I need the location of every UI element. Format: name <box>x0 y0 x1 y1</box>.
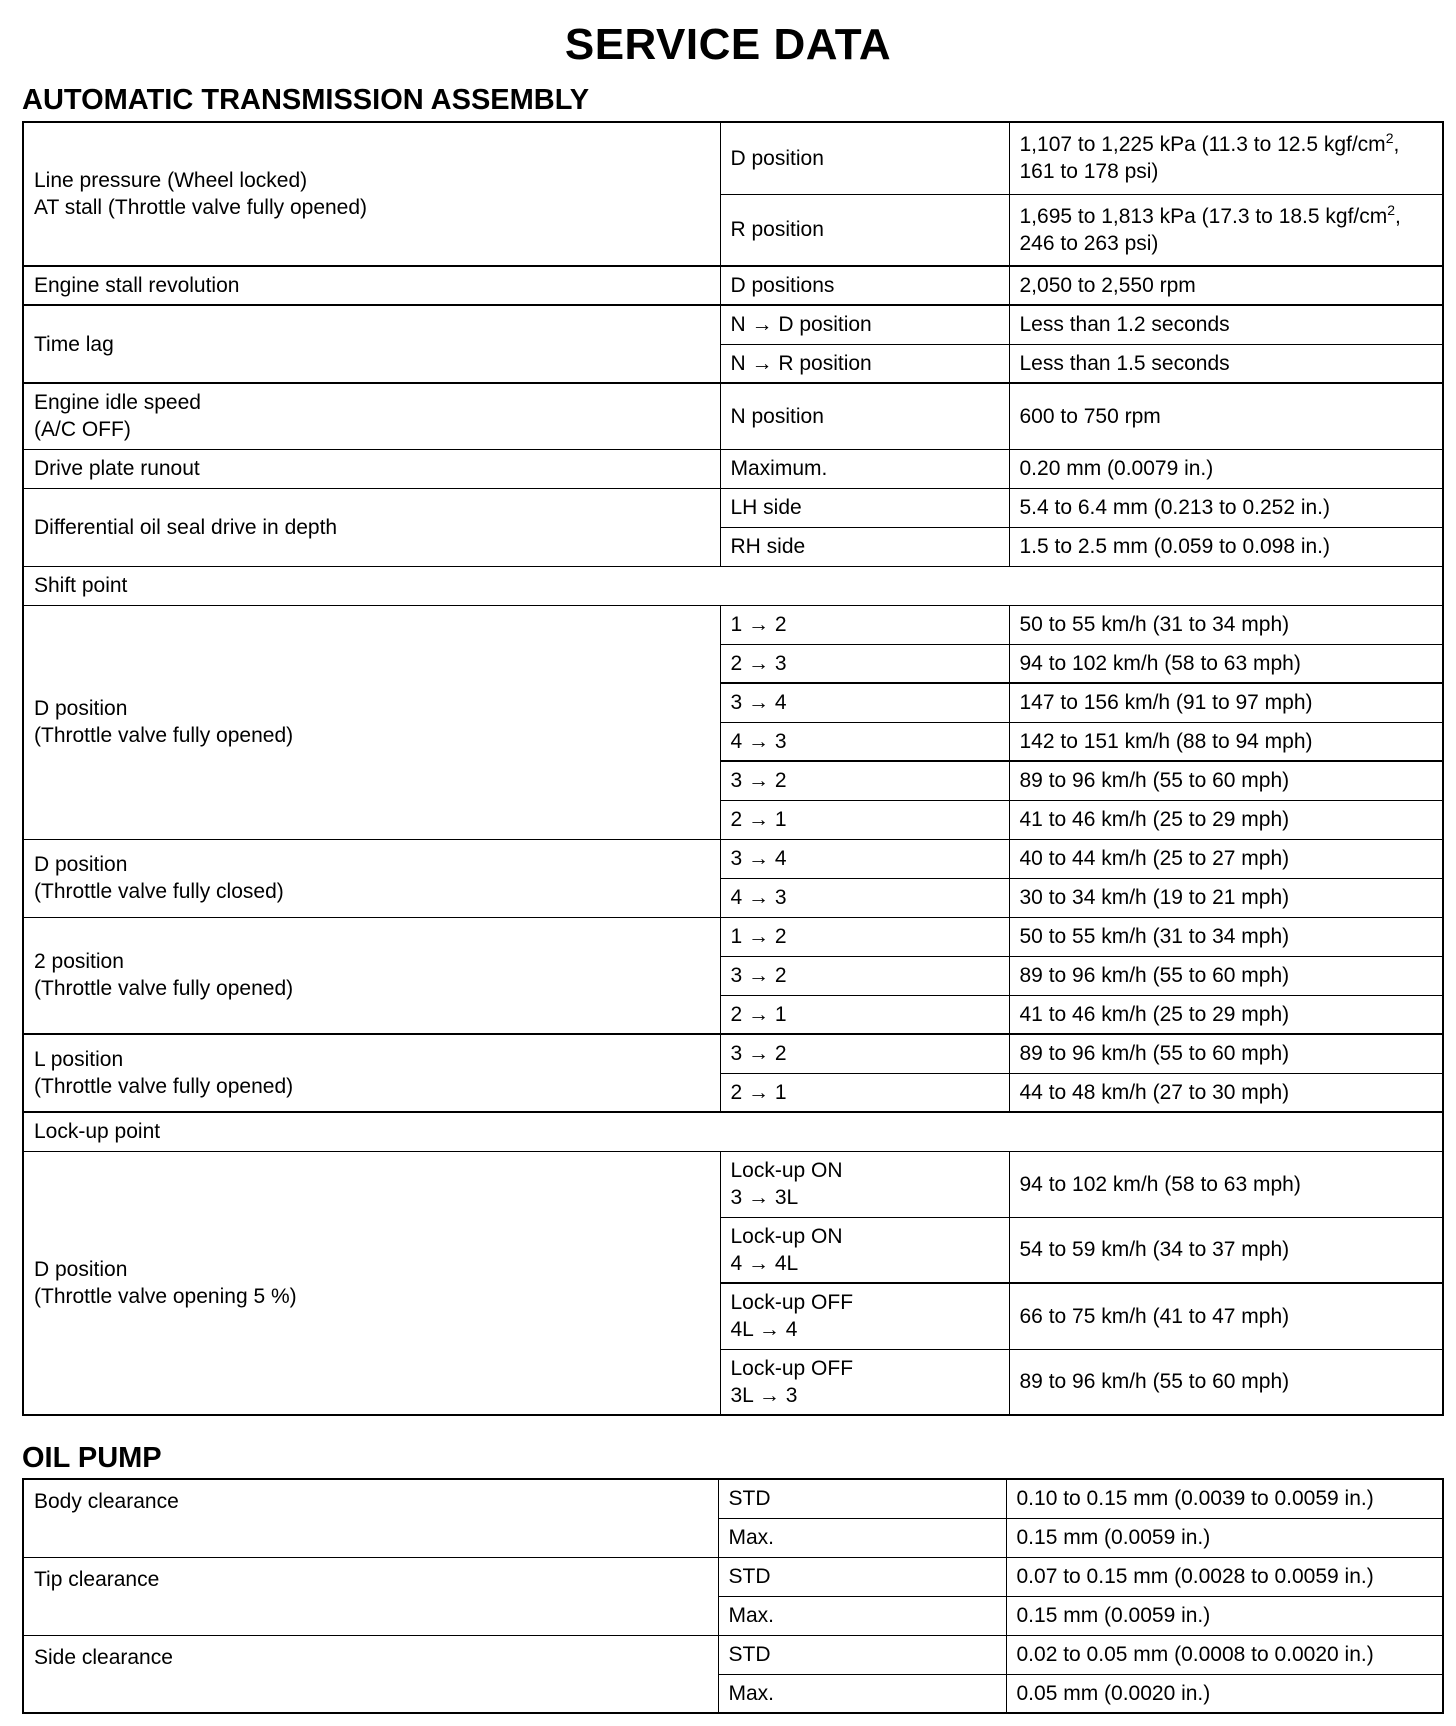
lockup-value: 94 to 102 km/h (58 to 63 mph) <box>1009 1151 1443 1217</box>
line-pressure-d-value-line-1: 1,107 to 1,225 kPa (11.3 to 12.5 kgf/cm <box>1019 133 1386 157</box>
lockup-condition-line-1: Lock-up ON <box>730 1224 843 1248</box>
stall-condition: D positions <box>720 266 1009 305</box>
lockup-value: 54 to 59 km/h (34 to 37 mph) <box>1009 1217 1443 1283</box>
d-open-label-line-1: D position <box>34 697 128 720</box>
idle-condition: N position <box>720 383 1009 449</box>
lockup-condition-line-1: Lock-up ON <box>730 1159 843 1182</box>
shift-value: 41 to 46 km/h (25 to 29 mph) <box>1009 995 1443 1034</box>
table-row <box>23 449 1443 488</box>
diff-lh-value: 5.4 to 6.4 mm (0.213 to 0.252 in.) <box>1009 488 1443 527</box>
table-row <box>23 383 1443 449</box>
line-pressure-d-condition: D position <box>720 122 1009 194</box>
lockup-condition-line-2: 4 → 4L <box>730 1251 799 1275</box>
lockup-condition-line-1: Lock-up OFF <box>730 1356 854 1380</box>
shift-value: 89 to 96 km/h (55 to 60 mph) <box>1009 1034 1443 1073</box>
automatic-transmission-table <box>22 121 1444 1416</box>
shift-condition: 1 → 2 <box>720 917 1009 956</box>
shift-condition: 3 → 2 <box>720 761 1009 800</box>
two-open-label-line-1: 2 position <box>34 950 124 974</box>
lockup-label-line-2: (Throttle valve opening 5 %) <box>34 1284 297 1308</box>
table-row <box>23 1112 1443 1151</box>
shift-condition: 2 → 1 <box>720 995 1009 1034</box>
shift-value: 50 to 55 km/h (31 to 34 mph) <box>1009 917 1443 956</box>
std-condition: STD <box>718 1635 1006 1674</box>
shift-value: 147 to 156 km/h (91 to 97 mph) <box>1009 683 1443 722</box>
shift-value: 40 to 44 km/h (25 to 27 mph) <box>1009 839 1443 878</box>
idle-label-line-2: (A/C OFF) <box>34 418 131 442</box>
idle-label <box>23 383 720 449</box>
shift-condition: 3 → 2 <box>720 956 1009 995</box>
table-row <box>23 605 1443 644</box>
d-closed-label-line-1: D position <box>34 853 128 876</box>
table-row <box>23 1151 1443 1217</box>
table-row <box>23 566 1443 605</box>
lockup-condition-line-2: 3L → 3 <box>730 1383 798 1407</box>
lockup-point-header: Lock-up point <box>23 1112 1443 1151</box>
shift-condition: 3 → 4 <box>720 683 1009 722</box>
lockup-condition <box>720 1217 1009 1283</box>
lockup-condition <box>720 1283 1009 1349</box>
page-title: SERVICE DATA <box>564 20 892 69</box>
lockup-label-line-1: D position <box>34 1257 128 1281</box>
table-row <box>23 839 1443 878</box>
time-lag-nd-condition: N → D position <box>720 305 1009 344</box>
tip-clearance-label: Tip clearance <box>23 1557 718 1635</box>
comma: , <box>1395 204 1401 228</box>
section-heading-automatic-transmission: AUTOMATIC TRANSMISSION ASSEMBLY <box>22 84 590 116</box>
diff-label: Differential oil seal drive in depth <box>23 488 720 566</box>
table-row <box>23 305 1443 344</box>
lockup-value: 89 to 96 km/h (55 to 60 mph) <box>1009 1349 1443 1415</box>
shift-value: 94 to 102 km/h (58 to 63 mph) <box>1009 644 1443 683</box>
side-clearance-label: Side clearance <box>23 1635 718 1713</box>
stall-value: 2,050 to 2,550 rpm <box>1009 266 1443 305</box>
l-open-label-line-2: (Throttle valve fully opened) <box>34 1075 294 1098</box>
lockup-condition <box>720 1349 1009 1415</box>
superscript: 2 <box>1387 201 1396 218</box>
line-pressure-label-line-2: AT stall (Throttle valve fully opened) <box>34 196 368 219</box>
body-clearance-label: Body clearance <box>23 1479 718 1557</box>
shift-condition: 4 → 3 <box>720 722 1009 761</box>
shift-value: 30 to 34 km/h (19 to 21 mph) <box>1009 878 1443 917</box>
shift-value: 89 to 96 km/h (55 to 60 mph) <box>1009 956 1443 995</box>
std-value: 0.10 to 0.15 mm (0.0039 to 0.0059 in.) <box>1006 1479 1443 1518</box>
line-pressure-r-condition: R position <box>720 194 1009 266</box>
oil-pump-table <box>22 1478 1444 1714</box>
shift-condition: 3 → 2 <box>720 1034 1009 1073</box>
lockup-condition-line-1: Lock-up OFF <box>730 1291 854 1315</box>
d-closed-label <box>23 839 720 917</box>
table-row <box>23 122 1443 194</box>
shift-condition: 2 → 1 <box>720 800 1009 839</box>
std-condition: STD <box>718 1479 1006 1518</box>
shift-value: 50 to 55 km/h (31 to 34 mph) <box>1009 605 1443 644</box>
max-value: 0.15 mm (0.0059 in.) <box>1006 1518 1443 1557</box>
line-pressure-d-value <box>1009 122 1443 194</box>
diff-lh-condition: LH side <box>720 488 1009 527</box>
line-pressure-r-value <box>1009 194 1443 266</box>
max-value: 0.05 mm (0.0020 in.) <box>1006 1674 1443 1713</box>
table-row <box>23 1557 1443 1596</box>
shift-condition: 4 → 3 <box>720 878 1009 917</box>
line-pressure-r-value-line-2: 246 to 263 psi) <box>1019 231 1159 255</box>
section-heading-oil-pump: OIL PUMP <box>22 1442 162 1474</box>
std-value: 0.07 to 0.15 mm (0.0028 to 0.0059 in.) <box>1006 1557 1443 1596</box>
shift-condition: 1 → 2 <box>720 605 1009 644</box>
lockup-condition <box>720 1151 1009 1217</box>
two-open-label <box>23 917 720 1034</box>
max-condition: Max. <box>718 1596 1006 1635</box>
table-row <box>23 1479 1443 1518</box>
superscript: 2 <box>1385 130 1394 147</box>
std-value: 0.02 to 0.05 mm (0.0008 to 0.0020 in.) <box>1006 1635 1443 1674</box>
two-open-label-line-2: (Throttle valve fully opened) <box>34 977 294 1001</box>
std-condition: STD <box>718 1557 1006 1596</box>
shift-condition: 2 → 1 <box>720 1073 1009 1112</box>
table-row <box>23 917 1443 956</box>
shift-value: 41 to 46 km/h (25 to 29 mph) <box>1009 800 1443 839</box>
comma: , <box>1393 133 1400 157</box>
runout-label: Drive plate runout <box>23 449 720 488</box>
lockup-condition-line-2: 4L → 4 <box>730 1318 798 1342</box>
idle-label-line-1: Engine idle speed <box>34 391 201 415</box>
shift-condition: 3 → 4 <box>720 839 1009 878</box>
shift-value: 89 to 96 km/h (55 to 60 mph) <box>1009 761 1443 800</box>
l-open-label-line-1: L position <box>34 1048 124 1071</box>
stall-label: Engine stall revolution <box>23 266 720 305</box>
shift-value: 44 to 48 km/h (27 to 30 mph) <box>1009 1073 1443 1112</box>
table-row <box>23 488 1443 527</box>
idle-value: 600 to 750 rpm <box>1009 383 1443 449</box>
runout-value: 0.20 mm (0.0079 in.) <box>1009 449 1443 488</box>
lockup-condition-line-2: 3 → 3L <box>730 1186 799 1209</box>
lockup-label <box>23 1151 720 1415</box>
table-row <box>23 1034 1443 1073</box>
shift-value: 142 to 151 km/h (88 to 94 mph) <box>1009 722 1443 761</box>
line-pressure-label-line-1: Line pressure (Wheel locked) <box>34 169 308 192</box>
runout-condition: Maximum. <box>720 449 1009 488</box>
line-pressure-label <box>23 122 720 266</box>
line-pressure-d-value-line-2: 161 to 178 psi) <box>1019 160 1159 184</box>
d-open-label <box>23 605 720 839</box>
shift-point-header: Shift point <box>23 566 1443 605</box>
lockup-value: 66 to 75 km/h (41 to 47 mph) <box>1009 1283 1443 1349</box>
d-closed-label-line-2: (Throttle valve fully closed) <box>34 880 284 903</box>
table-row <box>23 1635 1443 1674</box>
max-condition: Max. <box>718 1518 1006 1557</box>
table-row <box>23 266 1443 305</box>
diff-rh-value: 1.5 to 2.5 mm (0.059 to 0.098 in.) <box>1009 527 1443 566</box>
time-lag-nr-condition: N → R position <box>720 344 1009 383</box>
line-pressure-r-value-line-1: 1,695 to 1,813 kPa (17.3 to 18.5 kgf/cm <box>1019 204 1388 228</box>
time-lag-nd-value: Less than 1.2 seconds <box>1009 305 1443 344</box>
time-lag-nr-value: Less than 1.5 seconds <box>1009 344 1443 383</box>
max-condition: Max. <box>718 1674 1006 1713</box>
time-lag-label: Time lag <box>23 305 720 383</box>
d-open-label-line-2: (Throttle valve fully opened) <box>34 724 294 747</box>
max-value: 0.15 mm (0.0059 in.) <box>1006 1596 1443 1635</box>
l-open-label <box>23 1034 720 1112</box>
shift-condition: 2 → 3 <box>720 644 1009 683</box>
diff-rh-condition: RH side <box>720 527 1009 566</box>
